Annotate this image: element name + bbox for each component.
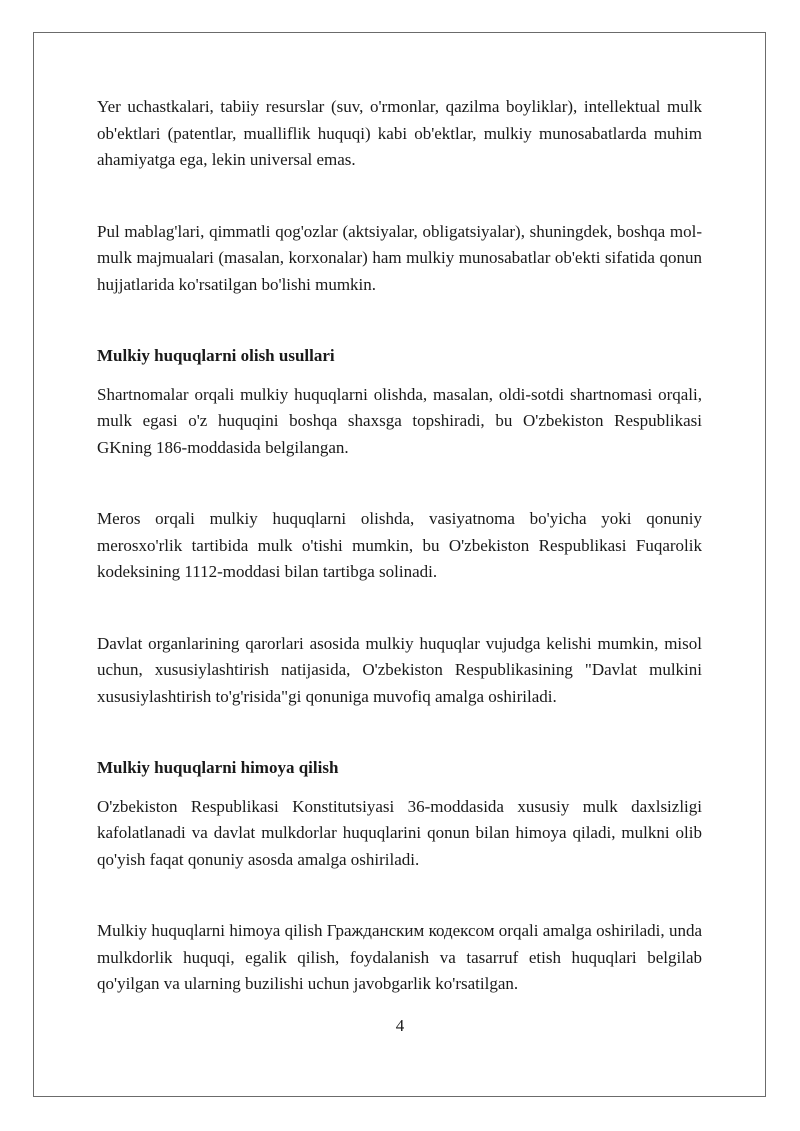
paragraph-inheritance: Meros orqali mulkiy huquqlarni olishda, vasiyatnoma bo'yicha yoki qonuniy merosxo'rlik tartibida mulk o'tishi mumkin, bu O'zbekiston Respublikasi Fuqarolik kodeksining 1112-moddasi bilan tartibga solinadi. (97, 509, 702, 581)
paragraph-state-decisions: Davlat organlarining qarorlari asosida mulkiy huquqlar vujudga kelishi mumkin, misol uchun, xususiylashtirish natijasida, O'zbekiston Respublikasining "Davlat mulkini xususiylashtirish to'g'risida"gi qonuniga muvofiq amalga oshiriladi. (97, 633, 702, 706)
page-content (97, 94, 702, 998)
paragraph-land-resources: Yer uchastkalari, tabiiy resurslar (suv, o'rmonlar, qazilma boyliklar), intellektual mulk ob'ektlari (patentlar, mualliflik huquqi) kabi ob'ektlar, mulkiy munosabatlarda muhim ahamiyatga ega, lekin universal emas. (97, 97, 702, 169)
page-number: 4 (395, 1016, 405, 1035)
paragraph-civil-code: Mulkiy huquqlarni himoya qilish Гражданским кодексом orqali amalga oshiriladi, unda mulkdorlik huquqi, egalik qilish, foydalanish va tasarruf etish huquqlari belgilab qo'yilgan va ularning buzilishi uchun javobgarlik ko'rsatilgan. (97, 921, 702, 993)
paragraph-money-securities: Pul mablag'lari, qimmatli qog'ozlar (aktsiyalar, obligatsiyalar), shuningdek, boshqa mol-mulk majmualari (masalan, korxonalar) ham mulkiy munosabatlar ob'ekti sifatida qonun hujjatlarida ko'rsatilgan bo'lishi mumkin. (97, 221, 702, 294)
heading-acquisition-methods: Mulkiy huquqlarni olish usullari (97, 346, 335, 365)
paragraph-constitution: O'zbekiston Respublikasi Konstitutsiyasi 36-moddasida xususiy mulk daxlsizligi kafolatlanadi va davlat mulkdorlar huquqlarini qonun bilan himoya qiladi, mulkni olib qo'yish faqat qonuniy asosda amalga oshiriladi. (97, 796, 702, 869)
heading-protection: Mulkiy huquqlarni himoya qilish (97, 758, 339, 777)
paragraph-contracts: Shartnomalar orqali mulkiy huquqlarni olishda, masalan, oldi-sotdi shartnomasi orqali, mulk egasi o'z huquqini boshqa shaxsga topshiradi, bu O'zbekiston Respublikasi GKning 186-moddasida belgilangan. (97, 384, 702, 457)
